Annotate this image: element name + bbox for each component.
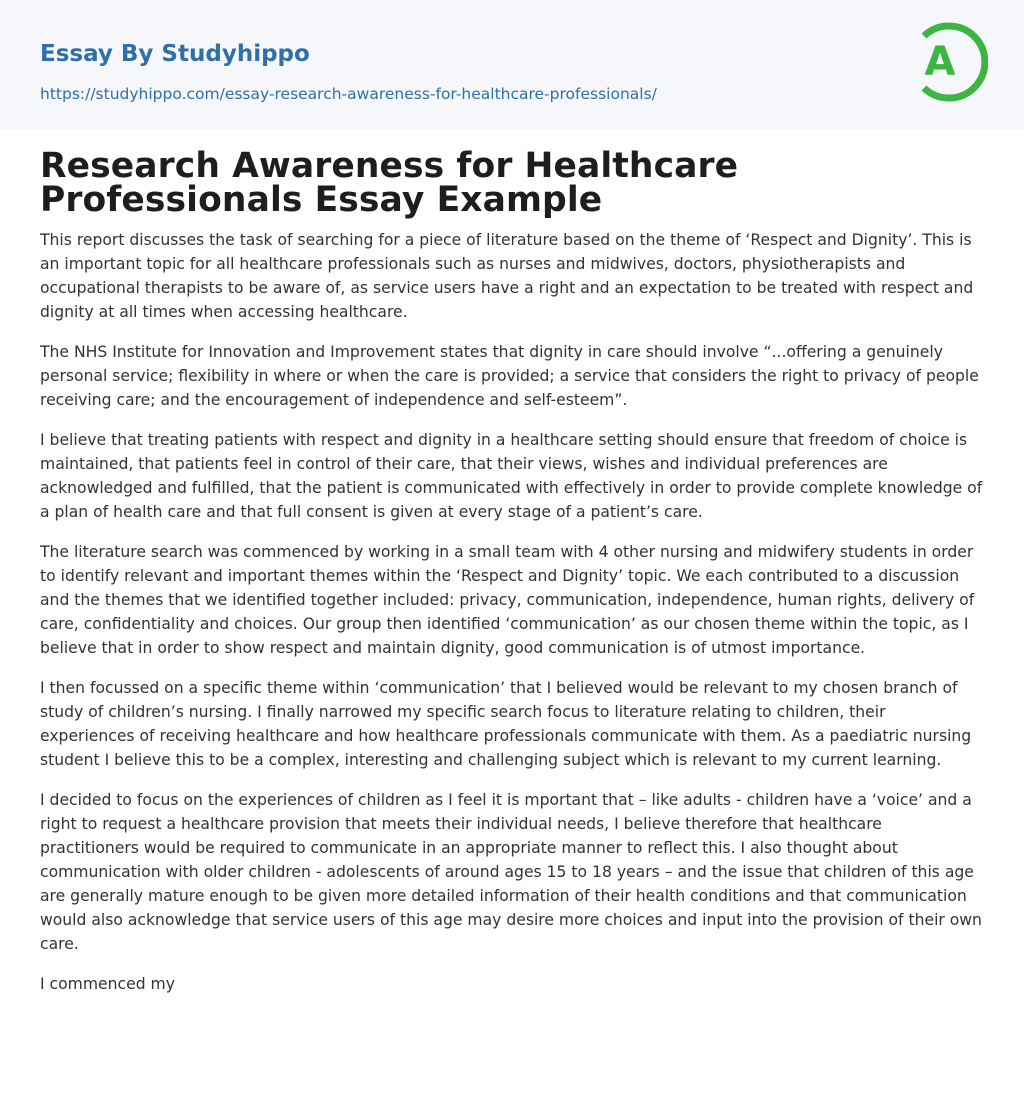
- paragraph: I decided to focus on the experiences of children as I feel it is mportant that – like adults - children have a ‘voice’ and a right to request a healthcare provision that meets their individual needs, I believe therefore that healthcare practitioners would be required to communicate in an appropriate manner to reflect this. I also thought about communication with older children - adolescents of around ages 15 to 18 years – and the issue that children of this age are generally mature enough to be given more detailed information of their health conditions and that communication would also acknowledge that service users of this age may desire more choices and input into the provision of their own care.: [40, 791, 982, 953]
- article: [0, 129, 1024, 996]
- paragraph: The literature search was commenced by working in a small team with 4 other nursing and midwifery students in order to identify relevant and important themes within the ‘Respect and Dignity’ topic. We each contributed to a discussion and the themes that we identified together included: privacy, communication, independence, human rights, delivery of care, confidentiality and choices. Our group then identified ‘communication’ as our chosen theme within the topic, as I believe that in order to show respect and maintain dignity, good communication is of utmost importance.: [40, 543, 975, 657]
- studyhippo-logo-icon[interactable]: [910, 18, 988, 106]
- paragraph: The NHS Institute for Innovation and Improvement states that dignity in care should involve “...offering a genuinely personal service; flexibility in where or when the care is provided; a service that considers the right to privacy of people receiving care; and the encouragement of independence and self-esteem”.: [40, 343, 979, 409]
- paragraph: This report discusses the task of searching for a piece of literature based on the theme of ‘Respect and Dignity’. This is an important topic for all healthcare professionals such as nurses and midwives, doctors, physiotherapists and occupational therapists to be aware of, as service users have a right and an expectation to be treated with respect and dignity at all times when accessing healthcare.: [40, 231, 974, 321]
- logo-letter: A: [924, 39, 956, 85]
- paragraph-truncated: I commenced my: [40, 975, 175, 993]
- site-header: [0, 0, 1024, 129]
- paragraph: I then focussed on a specific theme within ‘communication’ that I believed would be relevant to my chosen branch of study of children’s nursing. I finally narrowed my specific search focus to literature relating to children, their experiences of receiving healthcare and how healthcare professionals communicate with them. As a paediatric nursing student I believe this to be a complex, interesting and challenging subject which is relevant to my current learning.: [40, 679, 972, 769]
- page-title: Research Awareness for Healthcare Professionals Essay Example: [40, 146, 739, 220]
- paragraph: I believe that treating patients with respect and dignity in a healthcare setting should ensure that freedom of choice is maintained, that patients feel in control of their care, that their views, wishes and individual preferences are acknowledged and fulfilled, that the patient is communicated with effectively in order to provide complete knowledge of a plan of health care and that full consent is given at every stage of a patient’s care.: [40, 431, 983, 521]
- site-brand[interactable]: Essay By Studyhippo: [40, 41, 310, 67]
- essay-url-link[interactable]: https://studyhippo.com/essay-research-awareness-for-healthcare-professionals/: [40, 85, 657, 103]
- article-body: [40, 228, 984, 996]
